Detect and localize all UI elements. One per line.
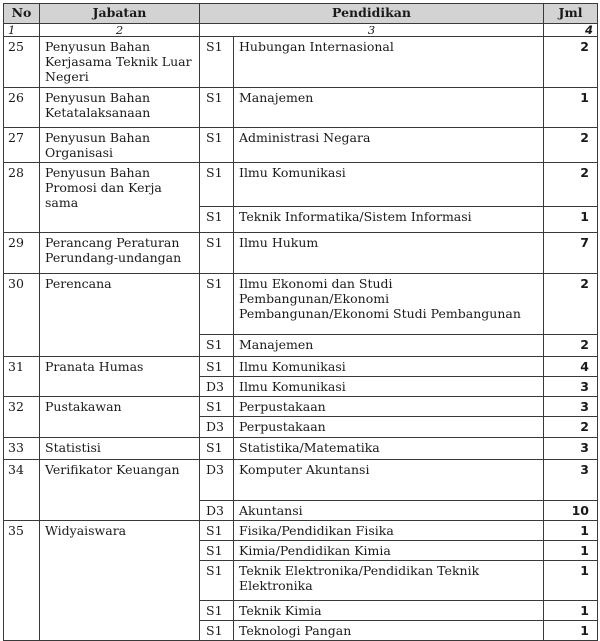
cell-no: 28: [4, 163, 40, 233]
cell-jml: 3: [544, 460, 598, 501]
cell-jml: 1: [544, 541, 598, 561]
cell-level: D3: [200, 501, 234, 521]
cell-jabatan: Perencana: [40, 274, 200, 357]
cell-jml: 1: [544, 621, 598, 641]
colnum-pendidikan: 3: [200, 24, 544, 37]
table-row: [4, 88, 598, 128]
cell-level: S1: [200, 397, 234, 417]
table-row: [4, 438, 598, 460]
cell-no: 31: [4, 357, 40, 397]
cell-pendidikan: Hubungan Internasional: [234, 37, 544, 88]
cell-no: 26: [4, 88, 40, 128]
cell-level: S1: [200, 128, 234, 163]
cell-no: 30: [4, 274, 40, 357]
table-row: [4, 128, 598, 163]
cell-jml: 1: [544, 561, 598, 601]
table-row: [4, 163, 598, 207]
cell-pendidikan: Fisika/Pendidikan Fisika: [234, 521, 544, 541]
cell-pendidikan: Statistika/Matematika: [234, 438, 544, 460]
header-jabatan: Jabatan: [40, 4, 200, 24]
cell-jml: 4: [544, 357, 598, 377]
cell-jml: 1: [544, 88, 598, 128]
header-row: [4, 4, 598, 24]
cell-no: 35: [4, 521, 40, 641]
cell-jabatan: Statistisi: [40, 438, 200, 460]
table-row: [4, 233, 598, 274]
cell-jabatan: Perancang Peraturan Perundang-undangan: [40, 233, 200, 274]
cell-no: 27: [4, 128, 40, 163]
cell-jml: 3: [544, 377, 598, 397]
cell-level: S1: [200, 521, 234, 541]
cell-pendidikan: Akuntansi: [234, 501, 544, 521]
cell-jml: 2: [544, 335, 598, 357]
cell-no: 32: [4, 397, 40, 438]
colnum-jabatan: 2: [40, 24, 200, 37]
cell-jml: 2: [544, 274, 598, 335]
cell-pendidikan: Kimia/Pendidikan Kimia: [234, 541, 544, 561]
cell-pendidikan: Ilmu Komunikasi: [234, 377, 544, 397]
cell-jabatan: Penyusun Bahan Ketatalaksanaan: [40, 88, 200, 128]
cell-jml: 2: [544, 37, 598, 88]
table-row: [4, 274, 598, 335]
colnum-no: 1: [4, 24, 40, 37]
cell-jabatan: Widyaiswara: [40, 521, 200, 641]
cell-jml: 2: [544, 417, 598, 438]
colnum-jml: 4: [544, 24, 598, 37]
cell-pendidikan: Manajemen: [234, 88, 544, 128]
cell-level: S1: [200, 163, 234, 207]
cell-level: D3: [200, 417, 234, 438]
cell-level: D3: [200, 460, 234, 501]
cell-level: S1: [200, 541, 234, 561]
cell-jml: 3: [544, 438, 598, 460]
cell-pendidikan: Ilmu Ekonomi dan Studi Pembangunan/Ekonomi Pembangunan/Ekonomi Studi Pembangunan: [234, 274, 544, 335]
cell-no: 29: [4, 233, 40, 274]
cell-level: S1: [200, 207, 234, 233]
cell-pendidikan: Teknik Kimia: [234, 601, 544, 621]
cell-jabatan: Verifikator Keuangan: [40, 460, 200, 521]
cell-jml: 1: [544, 601, 598, 621]
cell-level: S1: [200, 601, 234, 621]
header-pendidikan: Pendidikan: [200, 4, 544, 24]
table-row: [4, 397, 598, 417]
cell-level: S1: [200, 88, 234, 128]
header-no: No: [4, 4, 40, 24]
cell-pendidikan: Teknologi Pangan: [234, 621, 544, 641]
cell-jabatan: Pustakawan: [40, 397, 200, 438]
cell-level: S1: [200, 438, 234, 460]
cell-level: S1: [200, 561, 234, 601]
formation-table: [3, 3, 598, 641]
cell-pendidikan: Teknik Informatika/Sistem Informasi: [234, 207, 544, 233]
cell-jabatan: Penyusun Bahan Kerjasama Teknik Luar Negeri: [40, 37, 200, 88]
table-row: [4, 37, 598, 88]
cell-jabatan: Pranata Humas: [40, 357, 200, 397]
cell-jabatan: Penyusun Bahan Organisasi: [40, 128, 200, 163]
cell-pendidikan: Ilmu Komunikasi: [234, 163, 544, 207]
cell-level: S1: [200, 274, 234, 335]
cell-pendidikan: Komputer Akuntansi: [234, 460, 544, 501]
cell-pendidikan: Teknik Elektronika/Pendidikan Teknik Elektronika: [234, 561, 544, 601]
cell-pendidikan: Perpustakaan: [234, 397, 544, 417]
cell-jml: 10: [544, 501, 598, 521]
table-row: [4, 460, 598, 501]
cell-no: 25: [4, 37, 40, 88]
cell-level: S1: [200, 233, 234, 274]
cell-pendidikan: Perpustakaan: [234, 417, 544, 438]
table-row: [4, 357, 598, 377]
table-row: [4, 521, 598, 541]
header-jml: Jml: [544, 4, 598, 24]
cell-no: 33: [4, 438, 40, 460]
cell-jml: 7: [544, 233, 598, 274]
cell-jml: 3: [544, 397, 598, 417]
cell-jml: 2: [544, 163, 598, 207]
cell-no: 34: [4, 460, 40, 521]
column-number-row: [4, 24, 598, 37]
cell-pendidikan: Administrasi Negara: [234, 128, 544, 163]
cell-level: D3: [200, 377, 234, 397]
cell-jabatan: Penyusun Bahan Promosi dan Kerja sama: [40, 163, 200, 233]
cell-jml: 2: [544, 128, 598, 163]
table-body: [4, 37, 598, 641]
cell-jml: 1: [544, 207, 598, 233]
cell-pendidikan: Manajemen: [234, 335, 544, 357]
cell-level: S1: [200, 335, 234, 357]
cell-level: S1: [200, 621, 234, 641]
cell-level: S1: [200, 37, 234, 88]
cell-level: S1: [200, 357, 234, 377]
cell-jml: 1: [544, 521, 598, 541]
cell-pendidikan: Ilmu Komunikasi: [234, 357, 544, 377]
cell-pendidikan: Ilmu Hukum: [234, 233, 544, 274]
